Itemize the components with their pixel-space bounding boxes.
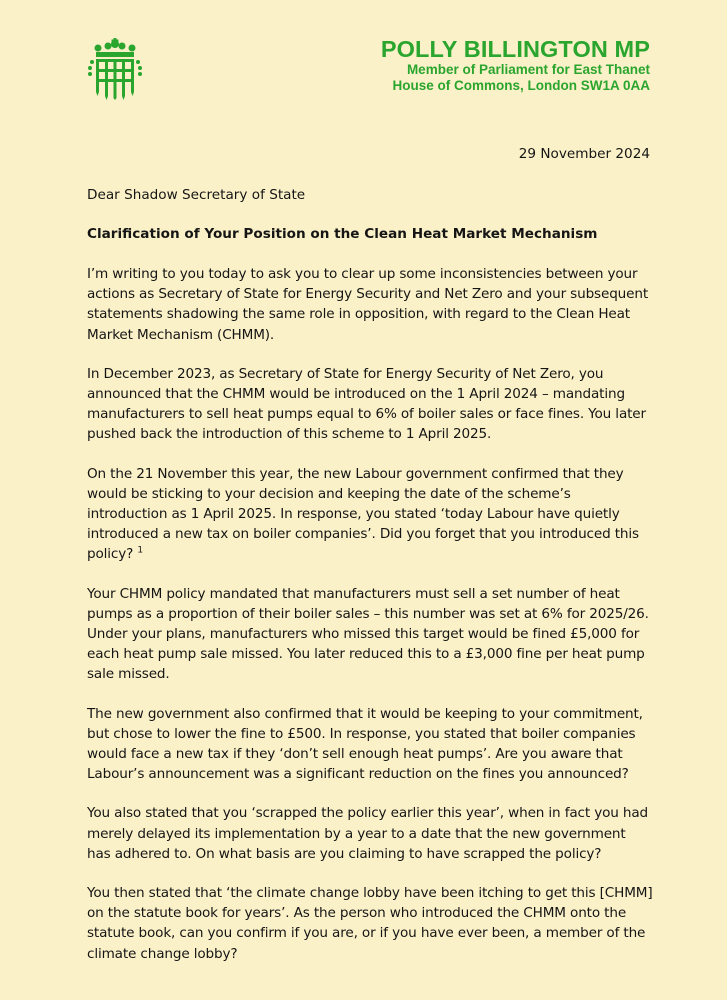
salutation: Dear Shadow Secretary of State (87, 187, 306, 203)
letter-subject: Clarification of Your Position on the Clean Heat Market Mechanism (87, 226, 598, 242)
paragraph: You then stated that ‘the climate change lobby have been itching to get this [CHMM] on the statute book for years’. As the person who introduced the CHMM onto the statute book, can you confirm if you are, or if you have ever been, a member of the climate change lobby? (87, 885, 653, 962)
portcullis-icon (86, 38, 144, 100)
paragraph: Your CHMM policy mandated that manufacturers must sell a set number of heat pumps as a proportion of their boiler sales – this number was set at 6% for 2025/26. Under your plans, manufacturers who missed this target would be fined £5,000 for each heat pump sale missed. You later reduced this to a £3,000 fine per heat pump sale missed. (87, 585, 649, 683)
paragraph-with-footnote (87, 464, 653, 565)
paragraph: I’m writing to you today to ask you to clear up some inconsistencies between your actions as Secretary of State for Energy Security and Net Zero and your subsequent statements shadowing the same role in opposition, with regard to the Clean Heat Market Mechanism (CHMM). (87, 266, 649, 343)
paragraph: You also stated that you ‘scrapped the policy earlier this year’, when in fact you had merely delayed its implementation by a year to a date that the new government has adhered to. On what basis are you claiming to have scrapped the policy? (87, 805, 649, 862)
mp-address: House of Commons, London SW1A 0AA (392, 78, 650, 93)
letter-body (87, 264, 653, 983)
paragraph: In December 2023, as Secretary of State for Energy Security of Net Zero, you announced that the CHMM would be introduced on the 1 April 2024 – mandating manufacturers to sell heat pumps equal to 6% of boiler sales or face fines. You later pushed back the introduction of this scheme to 1 April 2025. (87, 365, 646, 443)
mp-role: Member of Parliament for East Thanet (406, 62, 650, 77)
mp-name: POLLY BILLINGTON MP (380, 36, 650, 62)
paragraph: The new government also confirmed that it would be keeping to your commitment, but chose to lower the fine to £500. In response, you stated that boiler companies would face a new tax if they ‘don’t sell enough heat pumps’. Are you aware that Labour’s announcement was a significant reduction on the fines you announced? (87, 705, 643, 783)
paragraph-text: On the 21 November this year, the new Labour government confirmed that they would be sticking to your decision and keeping the date of the scheme’s introduction as 1 April 2025. In response, you stated ‘today Labour have quietly introduced a new tax on boiler companies’. Did you forget that you introduced this policy? (87, 465, 639, 563)
letterhead (381, 36, 650, 94)
letter-date: 29 November 2024 (518, 146, 650, 162)
footnote-marker: 1 (137, 545, 143, 556)
